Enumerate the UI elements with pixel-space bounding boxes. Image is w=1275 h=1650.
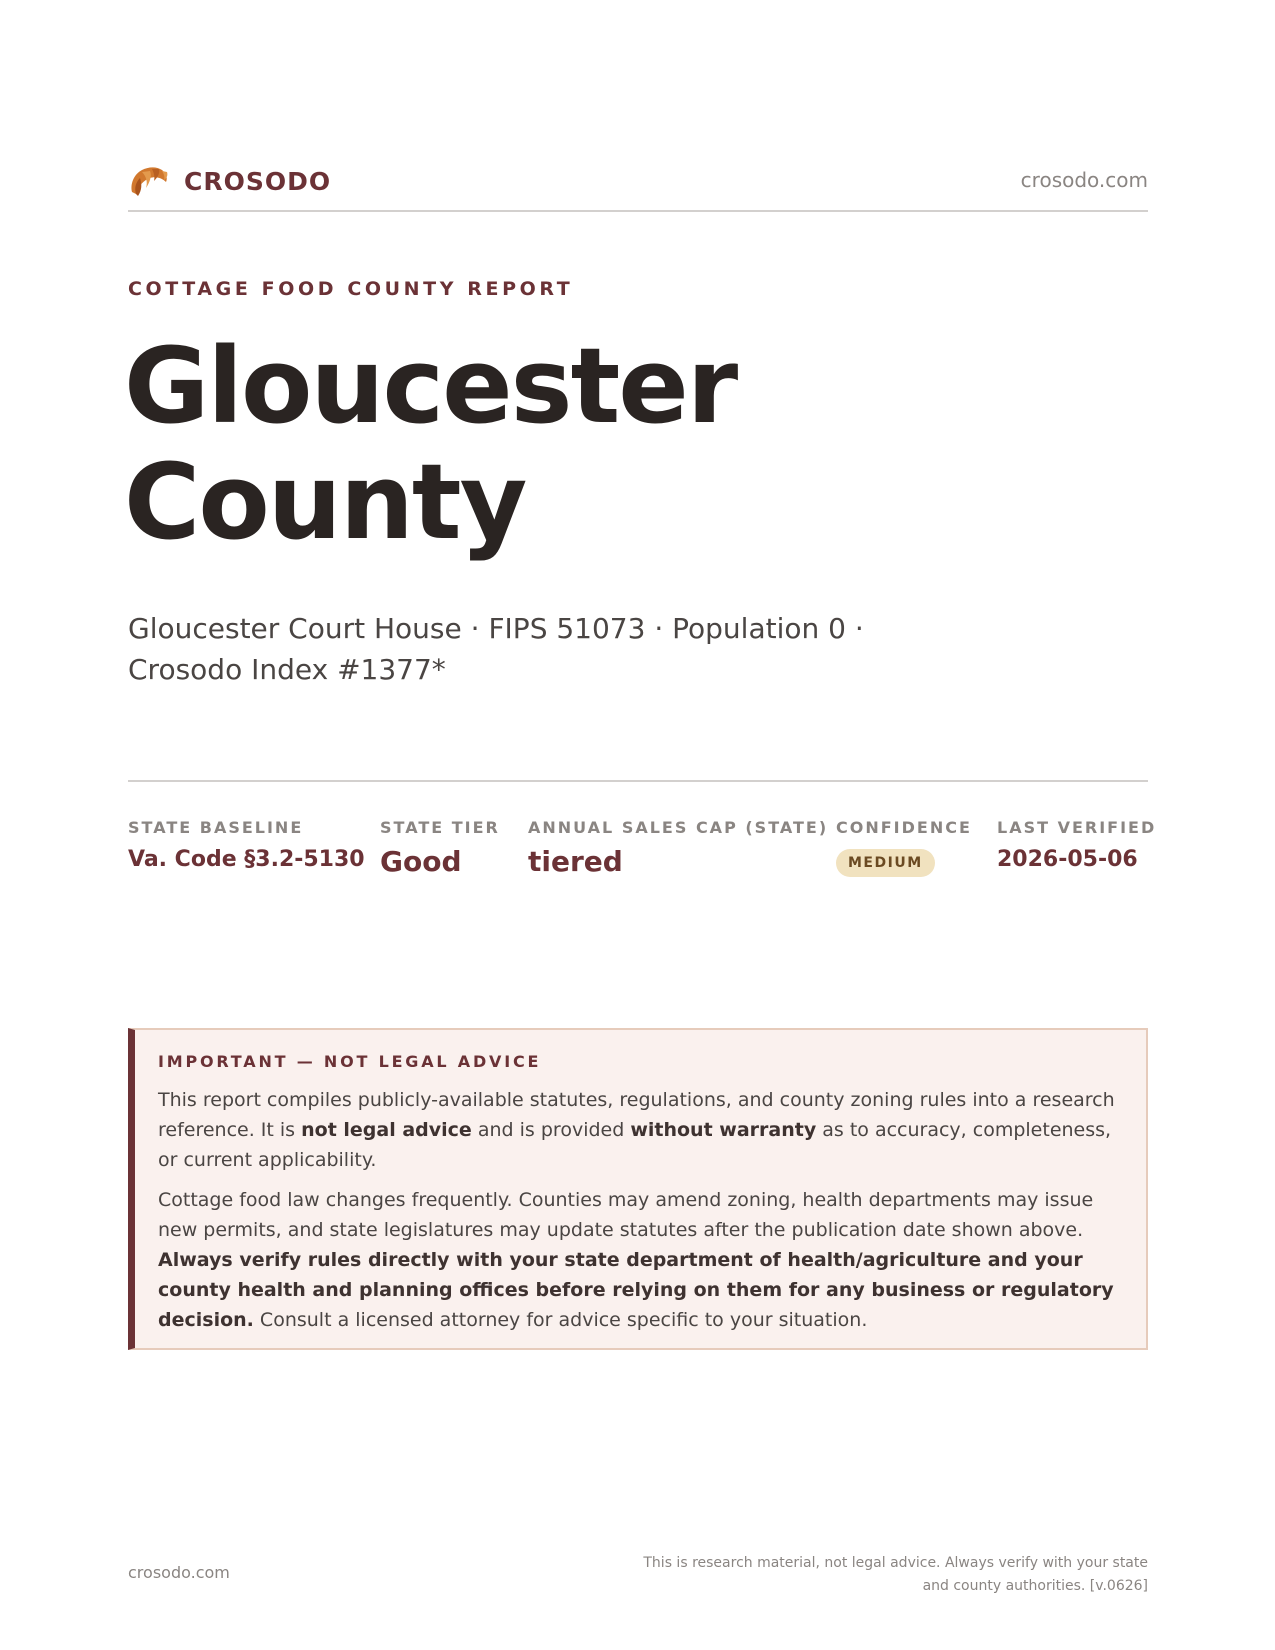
notice-emphasis: not legal advice bbox=[301, 1119, 472, 1141]
footer-disclaimer-line-2: and county authorities. [v.0626] bbox=[922, 1578, 1148, 1594]
stat-label: STATE BASELINE bbox=[128, 818, 304, 837]
footer-url-link[interactable]: crosodo.com bbox=[128, 1563, 230, 1582]
stat-state-tier bbox=[380, 818, 500, 878]
notice-text: This report compiles publicly-available statutes, regulations, and county zoning rules into a research reference. It is bbox=[158, 1089, 1115, 1141]
notice-title: IMPORTANT — NOT LEGAL ADVICE bbox=[158, 1052, 542, 1071]
stat-label: STATE TIER bbox=[380, 818, 500, 837]
site-url-link[interactable]: crosodo.com bbox=[1020, 168, 1148, 192]
subtitle-line-2: Crosodo Index #1377* bbox=[128, 653, 446, 686]
notice-text: Cottage food law changes frequently. Counties may amend zoning, health departments may issue new permits, and state legislatures may update statutes after the publication date shown above. bbox=[158, 1189, 1094, 1241]
notice-emphasis: Always verify rules directly with your state department of health/agriculture and your county health and planning offices before relying on them for any business or regulatory decision. bbox=[158, 1249, 1114, 1331]
stat-label: ANNUAL SALES CAP (STATE) bbox=[528, 818, 829, 837]
page-header bbox=[128, 158, 1148, 212]
title-line-2: County bbox=[124, 441, 526, 563]
title-line-1: Gloucester bbox=[124, 325, 737, 447]
section-divider bbox=[128, 780, 1148, 782]
stat-value: Va. Code §3.2-5130 bbox=[128, 847, 365, 872]
stats-row bbox=[128, 818, 1157, 898]
report-page bbox=[124, 0, 1157, 1650]
stat-label: LAST VERIFIED bbox=[997, 818, 1157, 837]
notice-text: as to accuracy, completeness, or current applicability. bbox=[158, 1119, 1112, 1171]
stat-confidence bbox=[836, 818, 972, 877]
subtitle-line-1: Gloucester Court House · FIPS 51073 · Population 0 · bbox=[128, 612, 864, 645]
stat-value: tiered bbox=[528, 845, 623, 878]
brand[interactable] bbox=[128, 162, 331, 200]
stat-annual-sales-cap bbox=[528, 818, 828, 878]
stat-state-baseline bbox=[128, 818, 365, 872]
page-title bbox=[124, 325, 737, 563]
stat-last-verified bbox=[997, 818, 1156, 872]
notice-text: Consult a licensed attorney for advice specific to your situation. bbox=[253, 1309, 868, 1331]
croissant-icon bbox=[128, 162, 170, 200]
stat-label: CONFIDENCE bbox=[836, 818, 972, 837]
footer-disclaimer bbox=[628, 1552, 1148, 1598]
stat-value: Good bbox=[380, 845, 462, 878]
report-eyebrow: COTTAGE FOOD COUNTY REPORT bbox=[128, 278, 574, 300]
confidence-badge: MEDIUM bbox=[836, 849, 935, 877]
stat-value: 2026-05-06 bbox=[997, 847, 1138, 872]
notice-paragraph-2 bbox=[158, 1185, 1122, 1335]
legal-notice bbox=[128, 1028, 1148, 1350]
footer-disclaimer-line-1: This is research material, not legal advice. Always verify with your state bbox=[643, 1555, 1148, 1571]
notice-emphasis: without warranty bbox=[630, 1119, 817, 1141]
brand-name: CROSODO bbox=[184, 166, 332, 196]
notice-paragraph-1 bbox=[158, 1085, 1122, 1175]
notice-text: and is provided bbox=[471, 1119, 631, 1141]
county-subtitle bbox=[128, 608, 888, 690]
